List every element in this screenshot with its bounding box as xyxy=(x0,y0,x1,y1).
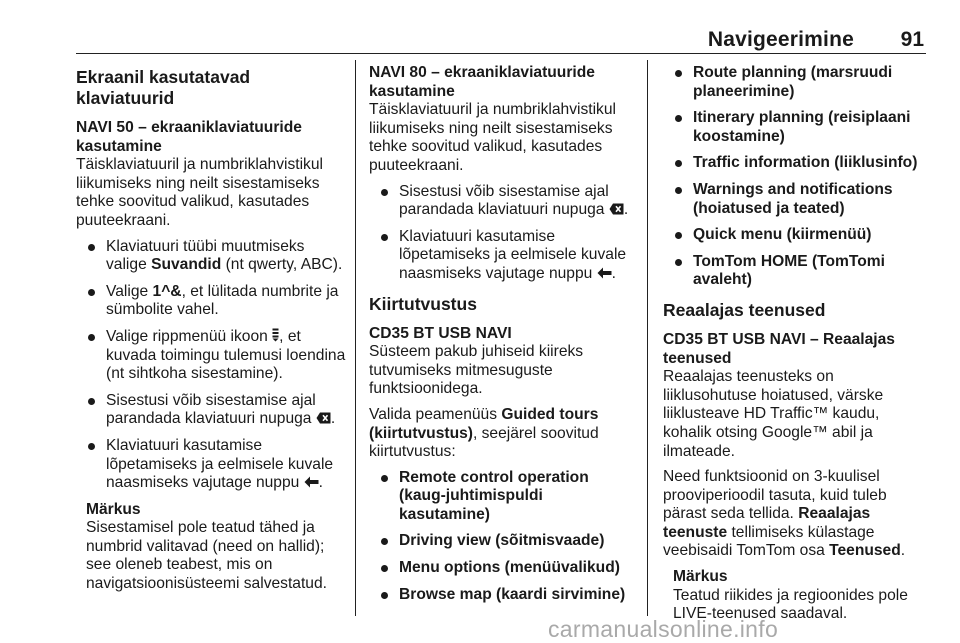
section-heading: Kiirtutvustus xyxy=(369,293,477,314)
paragraph: Need funktsioonid on 3-kuulisel prooviperioodil tasuta, kuid tuleb pärast seda tellida. Reaalajas teenuste tellimiseks külastage veebisaidi TomTom osa Teenused. xyxy=(663,468,906,560)
note xyxy=(86,501,346,594)
note-title: Märkus xyxy=(673,568,728,586)
section-heading: Ekraanil kasutatavad klaviatuurid xyxy=(76,67,251,108)
paragraph: Täisklaviatuuril ja numbriklahvistikul liikumiseks ning neilt sisestamiseks tehke soovitud valikud, kasutades puuteekraani. xyxy=(369,101,616,174)
list-item: TomTom HOME (TomTomi avaleht) xyxy=(673,253,928,290)
list-item: Klaviatuuri tüübi muutmiseks valige Suvandid (nt qwerty, ABC). xyxy=(86,238,346,275)
list-item: Driving view (sõitmisvaade) xyxy=(379,532,637,551)
paragraph: Süsteem pakub juhiseid kiireks tutvumiseks mitmesuguste funktsioonidega. xyxy=(369,343,584,398)
list-item: Itinerary planning (reisiplaani koostamine) xyxy=(673,109,928,146)
note-text: Teatud riikides ja regioonides pole LIVE-teenused saadaval. xyxy=(673,586,908,623)
column-2 xyxy=(369,64,637,612)
list-item: Menu options (menüüvalikud) xyxy=(379,559,637,578)
subsection-heading: NAVI 80 – ekraaniklaviatuuride kasutamine xyxy=(369,64,595,100)
note-text: Sisestamisel pole teatud tähed ja numbrid valitavad (need on hallid); see oleneb teabest, mis on navigatsioonisüsteemi salvestatud. xyxy=(86,519,327,593)
list-item: Klaviatuuri kasutamise lõpetamiseks ja eelmisele kuvale naasmiseks vajutage nuppu . xyxy=(379,228,637,284)
list-item: Valige rippmenüü ikoon , et kuvada toimingu tulemusi loendina (nt sihtkoha sisestamine). xyxy=(86,328,346,384)
subsection-heading: CD35 BT USB NAVI – Reaalajas teenused xyxy=(663,330,895,367)
subsection-heading: NAVI 50 – ekraaniklaviatuuride kasutamine xyxy=(76,119,302,155)
subsection-heading: CD35 BT USB NAVI xyxy=(369,324,512,342)
paragraph: Valida peamenüüs Guided tours (kiirtutvustus), seejärel soovitud kiirtutvustus: xyxy=(369,405,599,461)
back-arrow-icon xyxy=(597,267,612,279)
page-title: Navigeerimine xyxy=(707,28,854,51)
page-header xyxy=(76,26,926,52)
list-item: Traffic information (liiklusinfo) xyxy=(673,154,928,173)
bullet-list xyxy=(369,183,637,284)
list-item: Route planning (marsruudi planeerimine) xyxy=(673,64,928,101)
page-number: 91 xyxy=(900,28,924,51)
column-divider xyxy=(355,60,356,616)
list-item: Sisestusi võib sisestamise ajal parandada klaviatuuri nupuga . xyxy=(379,183,637,220)
column-1 xyxy=(76,64,346,594)
backspace-icon xyxy=(609,203,624,215)
list-item: Klaviatuuri kasutamise lõpetamiseks ja eelmisele kuvale naasmiseks vajutage nuppu . xyxy=(86,437,346,493)
list-item: Warnings and notifications (hoiatused ja teated) xyxy=(673,181,928,218)
bullet-list xyxy=(663,64,928,290)
list-item: Quick menu (kiirmenüü) xyxy=(673,226,928,245)
section-heading: Reaalajas teenused xyxy=(663,299,826,320)
list-item: Valige 1^&, et lülitada numbrite ja sümbolite vahel. xyxy=(86,283,346,320)
column-3 xyxy=(663,64,928,624)
list-item: Sisestusi võib sisestamise ajal parandada klaviatuuri nupuga . xyxy=(86,392,346,429)
watermark: carmanualsonline.info xyxy=(548,616,779,642)
note-title: Märkus xyxy=(86,500,141,518)
backspace-icon xyxy=(316,412,331,424)
list-item: Remote control operation (kaug-juhtimispuldi kasutamine) xyxy=(379,469,637,525)
bullet-list xyxy=(369,469,637,605)
back-arrow-icon xyxy=(304,476,319,488)
paragraph: Reaalajas teenusteks on liiklusohutuse hoiatused, värske liiklusteave HD Traffic™ kaudu, kohalik otsing Google™ abil ja ilmateade. xyxy=(663,368,884,460)
bullet-list xyxy=(76,238,346,493)
header-rule xyxy=(76,53,926,54)
list-item: Browse map (kaardi sirvimine) xyxy=(379,586,637,605)
paragraph: Täisklaviatuuril ja numbriklahvistikul liikumiseks ning neilt sisestamiseks tehke soovitud valikud, kasutades puuteekraani. xyxy=(76,156,323,229)
column-divider xyxy=(647,60,648,616)
